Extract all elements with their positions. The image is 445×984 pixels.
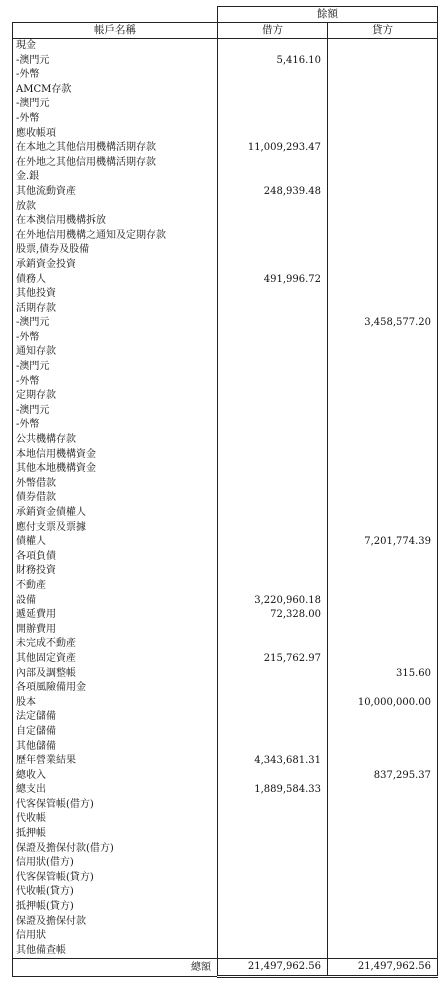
account-name-cell: 放款: [13, 200, 218, 215]
table-row: [13, 579, 438, 594]
table-row: [13, 812, 438, 827]
account-name-cell: 通知存款: [13, 345, 218, 360]
credit-cell: [328, 564, 438, 579]
debit-cell: [218, 812, 328, 827]
credit-cell: 315.60: [328, 667, 438, 682]
debit-cell: [218, 506, 328, 521]
trial-balance-table: [12, 6, 438, 978]
credit-cell: [328, 345, 438, 360]
table-row: [13, 97, 438, 112]
table-row: [13, 433, 438, 448]
table-row: [13, 783, 438, 798]
debit-cell: [218, 535, 328, 550]
debit-cell: [218, 769, 328, 784]
debit-cell: [218, 448, 328, 463]
credit-cell: [328, 360, 438, 375]
debit-cell: [218, 97, 328, 112]
debit-cell: [218, 375, 328, 390]
table-row: [13, 491, 438, 506]
debit-cell: 3,220,960.18: [218, 594, 328, 609]
debit-cell: [218, 112, 328, 127]
debit-cell: 215,762.97: [218, 652, 328, 667]
account-name-cell: 抵押帳(貸方): [13, 900, 218, 915]
debit-cell: [218, 229, 328, 244]
account-name-cell: 應付支票及票據: [13, 521, 218, 536]
account-name-cell: 代收帳: [13, 812, 218, 827]
credit-cell: [328, 287, 438, 302]
account-name-cell: 未完成不動產: [13, 637, 218, 652]
table-row: [13, 798, 438, 813]
account-name-cell: 代收帳(貸方): [13, 885, 218, 900]
table-row: [13, 389, 438, 404]
credit-cell: [328, 871, 438, 886]
credit-cell: [328, 710, 438, 725]
account-name-cell: 在本地之其他信用機構活期存款: [13, 141, 218, 156]
account-name-cell: 債務人: [13, 273, 218, 288]
debit-cell: [218, 302, 328, 317]
credit-cell: [328, 273, 438, 288]
debit-header: 借方: [218, 23, 328, 39]
account-name-cell: 信用狀(借方): [13, 856, 218, 871]
account-name-cell: -外幣: [13, 375, 218, 390]
credit-cell: [328, 900, 438, 915]
debit-cell: [218, 433, 328, 448]
debit-cell: [218, 637, 328, 652]
account-name-cell: -澳門元: [13, 316, 218, 331]
account-name-cell: 總收入: [13, 769, 218, 784]
table-row: [13, 243, 438, 258]
debit-cell: 248,939.48: [218, 185, 328, 200]
table-row: [13, 754, 438, 769]
credit-cell: [328, 462, 438, 477]
debit-cell: [218, 915, 328, 930]
table-row: [13, 710, 438, 725]
account-name-cell: 遞延費用: [13, 608, 218, 623]
account-name-cell: -外幣: [13, 418, 218, 433]
account-name-cell: 其他本地機構資金: [13, 462, 218, 477]
table-row: [13, 740, 438, 755]
table-row: [13, 156, 438, 171]
credit-cell: [328, 54, 438, 69]
debit-cell: [218, 39, 328, 54]
credit-cell: [328, 170, 438, 185]
account-name-cell: 總支出: [13, 783, 218, 798]
debit-cell: [218, 200, 328, 215]
credit-cell: [328, 506, 438, 521]
debit-cell: [218, 944, 328, 959]
debit-cell: [218, 885, 328, 900]
debit-cell: [218, 418, 328, 433]
table-row: [13, 944, 438, 959]
table-row: [13, 929, 438, 944]
debit-cell: [218, 623, 328, 638]
debit-cell: [218, 68, 328, 83]
table-row: [13, 637, 438, 652]
account-name-cell: 其他投資: [13, 287, 218, 302]
table-row: [13, 871, 438, 886]
debit-cell: 11,009,293.47: [218, 141, 328, 156]
account-name-cell: -外幣: [13, 331, 218, 346]
debit-cell: 4,343,681.31: [218, 754, 328, 769]
credit-cell: [328, 302, 438, 317]
account-name-cell: 在外地信用機構之通知及定期存款: [13, 229, 218, 244]
table-row: [13, 842, 438, 857]
debit-cell: [218, 360, 328, 375]
credit-cell: [328, 433, 438, 448]
account-name-cell: 代客保管帳(借方): [13, 798, 218, 813]
credit-cell: [328, 740, 438, 755]
account-name-cell: 外幣借款: [13, 477, 218, 492]
credit-cell: [328, 389, 438, 404]
debit-cell: [218, 827, 328, 842]
table-row: [13, 68, 438, 83]
account-name-cell: -澳門元: [13, 404, 218, 419]
account-name-cell: 歷年營業結果: [13, 754, 218, 769]
table-row: [13, 623, 438, 638]
credit-cell: [328, 681, 438, 696]
balance-group-header: 餘額: [218, 7, 438, 23]
credit-cell: [328, 83, 438, 98]
header-blank-cell: [13, 7, 218, 23]
table-row: [13, 608, 438, 623]
debit-cell: [218, 521, 328, 536]
credit-cell: [328, 929, 438, 944]
table-row: [13, 535, 438, 550]
credit-cell: [328, 550, 438, 565]
account-name-cell: 活期存款: [13, 302, 218, 317]
credit-cell: [328, 885, 438, 900]
debit-cell: [218, 83, 328, 98]
account-name-cell: 承銷資金投資: [13, 258, 218, 273]
table-row: [13, 316, 438, 331]
debit-cell: [218, 404, 328, 419]
credit-cell: [328, 141, 438, 156]
debit-cell: [218, 740, 328, 755]
table-header: [13, 7, 438, 39]
table-row: [13, 200, 438, 215]
table-row: [13, 696, 438, 711]
table-row: [13, 462, 438, 477]
credit-cell: [328, 491, 438, 506]
table-row: [13, 506, 438, 521]
account-name-cell: 在本澳信用機構拆放: [13, 214, 218, 229]
account-name-cell: -澳門元: [13, 54, 218, 69]
table-row: [13, 900, 438, 915]
account-name-cell: -澳門元: [13, 97, 218, 112]
account-name-cell: 各項負債: [13, 550, 218, 565]
account-name-cell: 本地信用機構資金: [13, 448, 218, 463]
table-row: [13, 375, 438, 390]
total-credit: 21,497,962.56: [328, 959, 438, 977]
credit-cell: [328, 652, 438, 667]
credit-cell: 7,201,774.39: [328, 535, 438, 550]
credit-cell: [328, 404, 438, 419]
table-row: [13, 769, 438, 784]
credit-cell: [328, 127, 438, 142]
debit-cell: [218, 564, 328, 579]
table-row: [13, 418, 438, 433]
table-row: [13, 229, 438, 244]
account-name-cell: 財務投資: [13, 564, 218, 579]
table-row: [13, 448, 438, 463]
debit-cell: [218, 170, 328, 185]
account-name-cell: 股票,債券及股備: [13, 243, 218, 258]
credit-cell: [328, 243, 438, 258]
account-name-header: 帳戶名稱: [13, 23, 218, 39]
account-name-cell: 法定儲備: [13, 710, 218, 725]
table-row: [13, 273, 438, 288]
debit-cell: [218, 871, 328, 886]
debit-cell: [218, 856, 328, 871]
account-name-cell: 代客保管帳(貸方): [13, 871, 218, 886]
credit-cell: [328, 594, 438, 609]
debit-cell: [218, 214, 328, 229]
account-name-cell: 其他儲備: [13, 740, 218, 755]
debit-cell: [218, 331, 328, 346]
account-name-cell: 保證及擔保付款(借方): [13, 842, 218, 857]
credit-cell: [328, 185, 438, 200]
credit-cell: [328, 944, 438, 959]
credit-cell: [328, 112, 438, 127]
account-name-cell: 不動產: [13, 579, 218, 594]
table-row: [13, 258, 438, 273]
debit-cell: [218, 710, 328, 725]
table-row: [13, 185, 438, 200]
table-row: [13, 667, 438, 682]
table-row: [13, 550, 438, 565]
table-row: [13, 915, 438, 930]
credit-cell: [328, 812, 438, 827]
credit-cell: [328, 623, 438, 638]
table-row: [13, 112, 438, 127]
credit-cell: [328, 754, 438, 769]
account-name-cell: 在外地之其他信用機構活期存款: [13, 156, 218, 171]
credit-header: 貸方: [328, 23, 438, 39]
debit-cell: [218, 156, 328, 171]
credit-cell: [328, 448, 438, 463]
credit-cell: 10,000,000.00: [328, 696, 438, 711]
debit-cell: [218, 900, 328, 915]
debit-cell: [218, 258, 328, 273]
table-row: [13, 127, 438, 142]
credit-cell: [328, 915, 438, 930]
account-name-cell: 其他備查帳: [13, 944, 218, 959]
account-name-cell: 債券借款: [13, 491, 218, 506]
table-row: [13, 214, 438, 229]
credit-cell: [328, 214, 438, 229]
table-row: [13, 681, 438, 696]
account-name-cell: 其他固定資產: [13, 652, 218, 667]
credit-cell: [328, 521, 438, 536]
account-name-cell: 股本: [13, 696, 218, 711]
debit-cell: [218, 243, 328, 258]
debit-cell: [218, 798, 328, 813]
credit-cell: [328, 637, 438, 652]
account-name-cell: 設備: [13, 594, 218, 609]
table-row: [13, 856, 438, 871]
credit-cell: [328, 375, 438, 390]
table-row: [13, 141, 438, 156]
debit-cell: [218, 842, 328, 857]
account-name-cell: 內部及調整帳: [13, 667, 218, 682]
debit-cell: [218, 579, 328, 594]
account-name-cell: 承銷資金債權人: [13, 506, 218, 521]
debit-cell: [218, 287, 328, 302]
credit-cell: [328, 97, 438, 112]
credit-cell: 837,295.37: [328, 769, 438, 784]
trial-balance-sheet: [12, 6, 437, 976]
account-name-cell: 其他流動資產: [13, 185, 218, 200]
table-row: [13, 652, 438, 667]
credit-cell: [328, 798, 438, 813]
total-debit: 21,497,962.56: [218, 959, 328, 977]
table-row: [13, 725, 438, 740]
account-name-cell: -澳門元: [13, 360, 218, 375]
credit-cell: [328, 579, 438, 594]
credit-cell: [328, 39, 438, 54]
account-name-cell: 各項風險備用金: [13, 681, 218, 696]
debit-cell: [218, 725, 328, 740]
table-row: [13, 360, 438, 375]
credit-cell: [328, 725, 438, 740]
debit-cell: [218, 389, 328, 404]
account-name-cell: -外幣: [13, 68, 218, 83]
account-name-cell: 公共機構存款: [13, 433, 218, 448]
credit-cell: [328, 827, 438, 842]
credit-cell: [328, 331, 438, 346]
debit-cell: [218, 462, 328, 477]
account-name-cell: 自定儲備: [13, 725, 218, 740]
table-row: [13, 827, 438, 842]
total-label: 總額: [13, 959, 218, 977]
debit-cell: 72,328.00: [218, 608, 328, 623]
table-row: [13, 885, 438, 900]
credit-cell: [328, 842, 438, 857]
table-row: [13, 170, 438, 185]
debit-cell: [218, 345, 328, 360]
credit-cell: [328, 200, 438, 215]
table-row: [13, 477, 438, 492]
account-name-cell: 抵押帳: [13, 827, 218, 842]
account-name-cell: 金.銀: [13, 170, 218, 185]
credit-cell: [328, 418, 438, 433]
debit-cell: [218, 477, 328, 492]
debit-cell: [218, 316, 328, 331]
table-row: [13, 287, 438, 302]
account-name-cell: 應收帳項: [13, 127, 218, 142]
account-name-cell: 定期存款: [13, 389, 218, 404]
debit-cell: [218, 491, 328, 506]
table-row: [13, 564, 438, 579]
debit-cell: [218, 127, 328, 142]
account-name-cell: -外幣: [13, 112, 218, 127]
total-row: [13, 959, 438, 977]
credit-cell: [328, 68, 438, 83]
credit-cell: [328, 258, 438, 273]
account-name-cell: 債權人: [13, 535, 218, 550]
table-row: [13, 594, 438, 609]
table-row: [13, 331, 438, 346]
credit-cell: [328, 477, 438, 492]
account-name-cell: AMCM存款: [13, 83, 218, 98]
table-row: [13, 39, 438, 54]
debit-cell: 1,889,584.33: [218, 783, 328, 798]
account-name-cell: 信用狀: [13, 929, 218, 944]
debit-cell: 5,416.10: [218, 54, 328, 69]
debit-cell: [218, 550, 328, 565]
table-row: [13, 302, 438, 317]
credit-cell: [328, 608, 438, 623]
debit-cell: [218, 681, 328, 696]
table-row: [13, 345, 438, 360]
credit-cell: 3,458,577.20: [328, 316, 438, 331]
credit-cell: [328, 856, 438, 871]
credit-cell: [328, 229, 438, 244]
debit-cell: [218, 696, 328, 711]
account-name-cell: 保證及擔保付款: [13, 915, 218, 930]
table-row: [13, 83, 438, 98]
debit-cell: [218, 667, 328, 682]
credit-cell: [328, 156, 438, 171]
credit-cell: [328, 783, 438, 798]
table-row: [13, 521, 438, 536]
debit-cell: [218, 929, 328, 944]
account-name-cell: 現金: [13, 39, 218, 54]
debit-cell: 491,996.72: [218, 273, 328, 288]
account-name-cell: 開辦費用: [13, 623, 218, 638]
table-row: [13, 404, 438, 419]
table-body: [13, 39, 438, 959]
table-row: [13, 54, 438, 69]
